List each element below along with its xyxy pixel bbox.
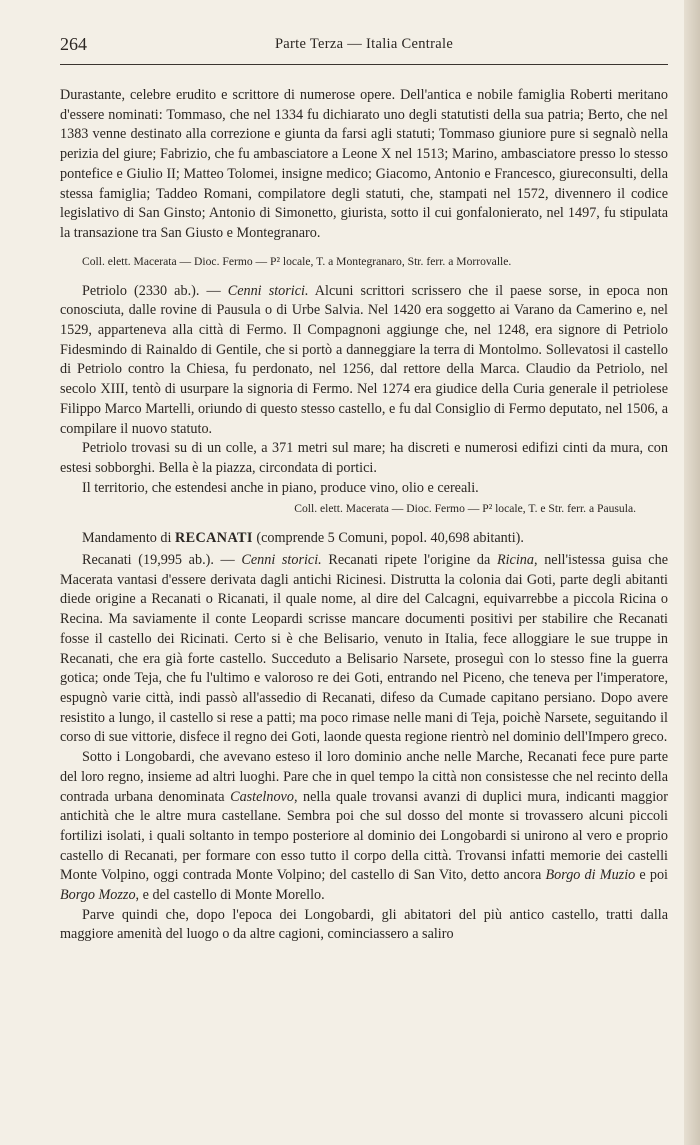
section-label: Cenni storici. [241,552,322,569]
page-edge [684,0,700,1145]
header-rule [60,64,668,65]
entry-petriolo: Petriolo (2330 ab.). — Cenni storici. Alcuni scrittori scrissero che il paese sorse, in epoca non conosciuta, dalle rovine di Pausula o di Urbe Salvia. Nel 1420 era soggetto ai Varano da Camerino e, nel 1529, apparteneva alla città di Fermo. Il Compagnoni aggiunge che, nel 1248, era signore di Petriolo Fidesmindo di Rainaldo di Gentile, che si portò a danneggiare la terra di Montolmo. Sollevatosi il castello di Petriolo contro la Chiesa, fu perdonato, nel 1256, dal rettore della Marca. Claudio da Petriolo, nel secolo XIII, tentò di usurpare la signoria di Fermo. Nel 1274 era giudice della Curia generale il petriolese Filippo Marco Martelli, oriundo di questo stesso castello, e fu dal Consiglio di Fermo deputato, nel 1506, a compilare il nuovo statuto. [60,282,669,437]
reference-petriolo: Coll. elett. Macerata — Dioc. Fermo — P² locale, T. e Str. ferr. a Pausula. [294,502,636,516]
paragraph-longobardi: Sotto i Longobardi, che avevano esteso il loro dominio anche nelle Marche, Recanati fece pure parte del loro regno, insieme ad altri luoghi. Pare che in quel tempo la città non consistesse che nel recinto della contrada urbana denominata Castelnovo, nella quale trovansi avanzi di duplici mura, indicanti maggior antichità che le altre mura castellane. Sembra poi che sul dosso del monte si trovassero alcuni piccoli fortilizi isolati, i quali soltanto in tempo posteriore al dominio dei Longobardi si unirono al vero e proprio castello di Recanati, per formare con esso tutto il corpo della città. Trovansi infatti memorie dei castelli Monte Volpino, oggi contrada Monte Volpino; del castello di San Vito, detto ancora Borgo di Muzio e poi Borgo Mozzo, e del castello di Monte Morello. [60,749,669,904]
page-body [60,86,668,945]
page-number: 264 [60,34,87,54]
entry-name: Recanati [82,552,132,569]
section-label: Cenni storici. [227,282,309,299]
reference-montegranaro: Coll. elett. Macerata — Dioc. Fermo — P² locale, T. a Montegranaro, Str. ferr. a Morrovalle. [82,254,512,268]
page-header [60,34,668,56]
paragraph-petriolo-territory: Il territorio, che estendesi anche in piano, produce vino, olio e cereali. [82,479,479,496]
entry-recanati: Recanati (19,995 ab.). — Cenni storici. Recanati ripete l'origine da Ricina, nell'istessa guisa che Macerata vantasi d'essere derivata dagli antichi Ricinesi. Distrutta la colonia dai Goti, parte degli abitanti diede origine a Recanati o Ricanati, il quale nome, al dire del Calcagni, equivarrebbe a piccola Ricina o Recina. Ma saviamente il conte Leopardi scrisse mancare documenti positivi per stabilire che Recanati fosse il castello dei Ricinati. Certo si è che Belisario, venuto in Italia, fece alloggiare le sue truppe in Recanati, che era già forte castello. Succeduto a Belisario Narsete, proseguì con lo stesso fine la guerra gotica; onde Teja, che fu l'ultimo e valoroso re dei Goti, entrando nel Piceno, che teneva per l'imperatore, espugnò varie città, indi passò all'assedio di Recanati, difeso da Cumade capitano persiano. Dopo avere resistito a lungo, il castello si rese a patti; ma poco rimase nelle mani di Teja, poichè Narsete, seguitando il corso di sue vittorie, disfece il regno dei Goti, laonde questa regione rientrò nel dominio dell'Impero greco. [60,552,668,746]
paragraph-after-longobardi: Parve quindi che, dopo l'epoca dei Longobardi, gli abitatori del più antico castello, tratti dalla maggiore amenità del luogo o da altre cagioni, cominciassero a saliro [60,906,668,943]
mandamento-heading: Mandamento di RECANATI (comprende 5 Comuni, popol. 40,698 abitanti). [82,530,524,547]
paragraph-durastante: Durastante, celebre erudito e scrittore di numerose opere. Dell'antica e nobile famiglia Roberti meritano d'essere nominati: Tommaso, che nel 1334 fu dichiarato uno degli statutisti della sua patria; Berto, che nel 1383 venne destinato alla correzione e giunta da farsi agli statuti; Tommaso giuniore pure si segnalò nella perizia del giure; Fabrizio, che fu ambasciatore a Leone X nel 1513; Marino, ambasciatore presso lo stesso pontefice e Giulio II; Matteo Tolomei, insigne medico; Giacomo, Antonio e Francesco, giureconsulti, della stessa famiglia; Taddeo Romani, compilatore degli statuti, che, stampati nel 1572, divennero il codice legislativo di San Ginsto; Antonio di Simonetto, giurista, sotto il cui gonfalonierato, nel 1497, fu stipulata la transazione tra San Giusto e Montegranaro. [60,87,668,241]
paragraph-petriolo-location: Petriolo trovasi su di un colle, a 371 metri sul mare; ha discreti e numerosi edifizi cinti da mura, con estesi sobborghi. Bella è la piazza, circondata di portici. [60,440,668,476]
running-title: Parte Terza — Italia Centrale [274,36,454,52]
entry-name: Petriolo [82,282,127,299]
mandamento-name: RECANATI [175,530,253,547]
